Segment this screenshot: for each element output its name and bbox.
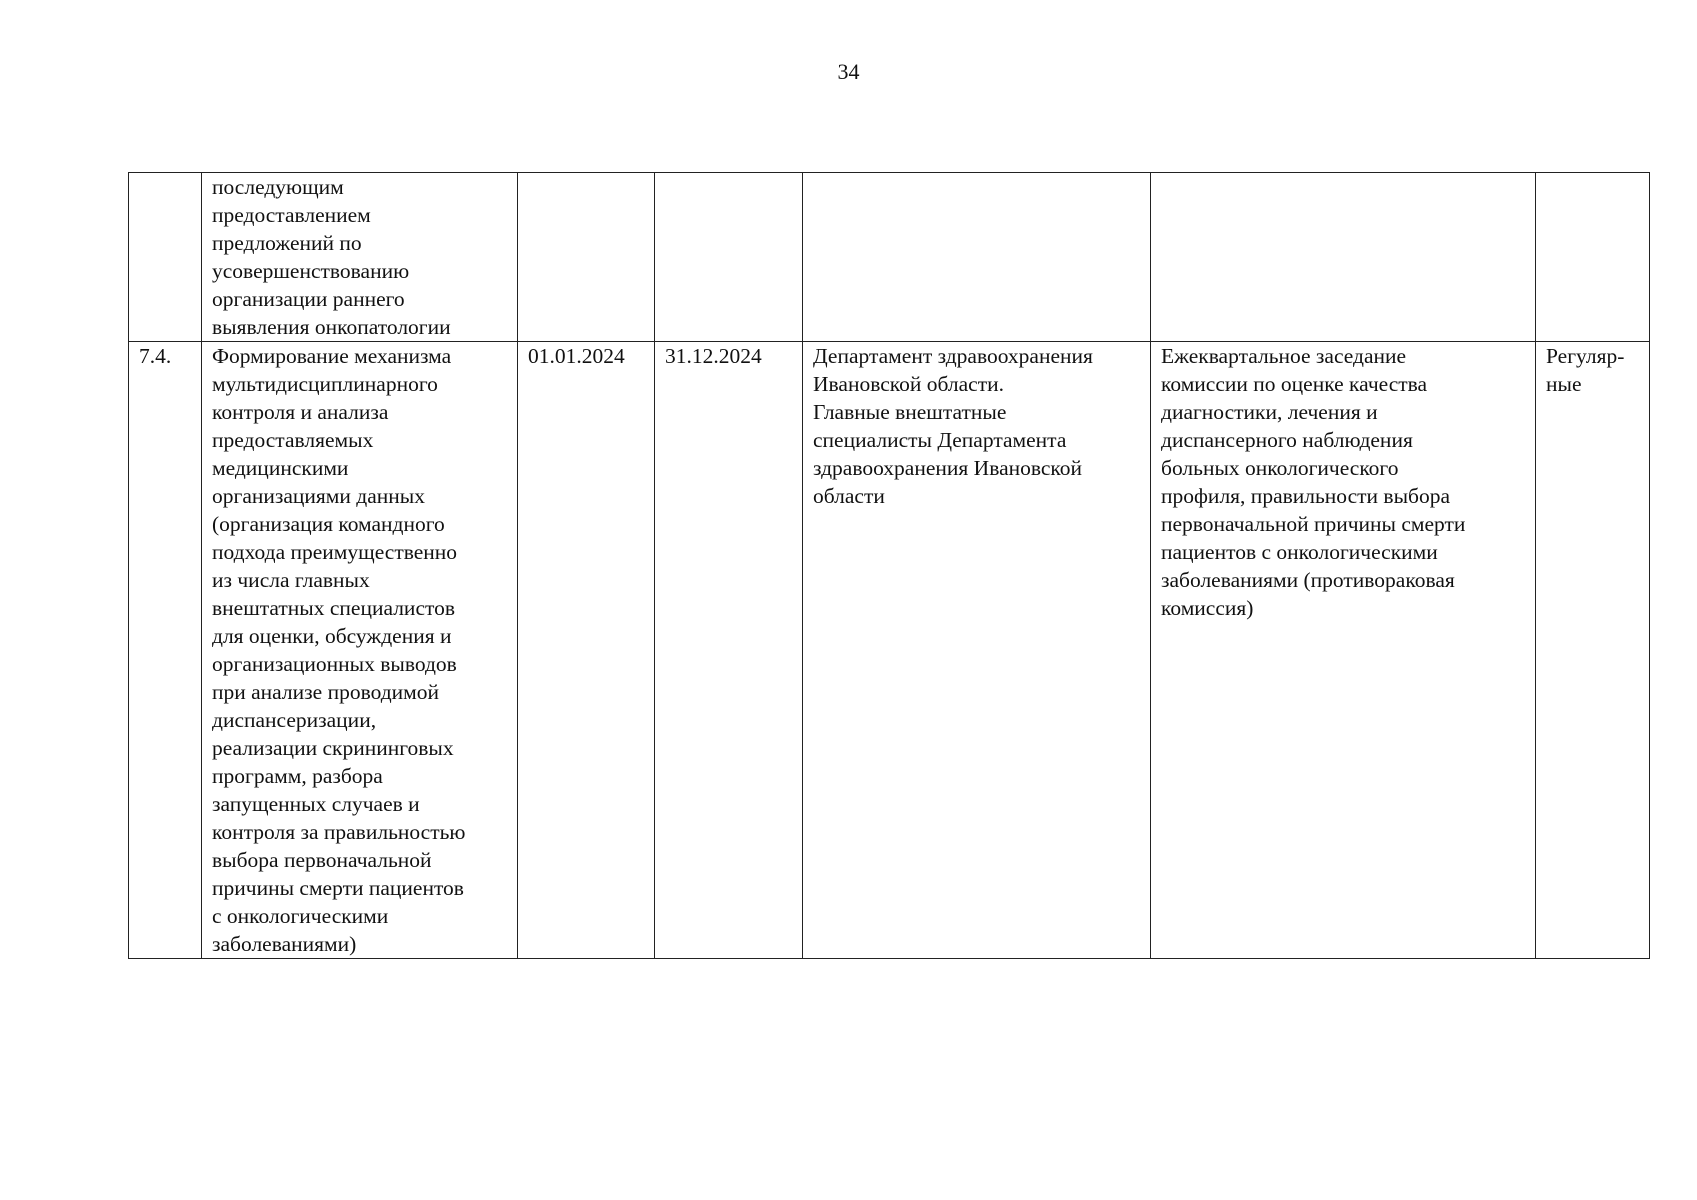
cell-result: Ежеквартальное заседание комиссии по оценке качества диагностики, лечения и диспансерного наблюдения больных онкологического профиля, правильности выбора первоначальной причины смерти пациентов с онкологическими заболеваниями (противораковая комиссия) xyxy=(1151,342,1536,959)
cell-responsible: Департамент здравоохранения Ивановской области. Главные внештатные специалисты Департамента здравоохранения Ивановской области xyxy=(803,342,1151,959)
cell-number: 7.4. xyxy=(129,342,202,959)
cell-end-date xyxy=(655,173,803,342)
cell-periodicity xyxy=(1536,173,1650,342)
table-row xyxy=(129,342,1650,959)
cell-start-date xyxy=(518,173,655,342)
cell-responsible xyxy=(803,173,1151,342)
cell-number xyxy=(129,173,202,342)
measures-table xyxy=(128,172,1650,959)
cell-start-date: 01.01.2024 xyxy=(518,342,655,959)
cell-activity: Формирование механизма мультидисциплинарного контроля и анализа предоставляемых медицинскими организациями данных (организация командного подхода преимущественно из числа главных внештатных специалистов для оценки, обсуждения и организационных выводов при анализе проводимой диспансеризации, реализации скрининговых программ, разбора запущенных случаев и контроля за правильностью выбора первоначальной причины смерти пациентов с онкологическими заболеваниями) xyxy=(202,342,518,959)
cell-result xyxy=(1151,173,1536,342)
cell-end-date: 31.12.2024 xyxy=(655,342,803,959)
table-row xyxy=(129,173,1650,342)
cell-activity: последующим предоставлением предложений по усовершенствованию организации раннего выявления онкопатологии xyxy=(202,173,518,342)
page-number: 34 xyxy=(837,59,860,84)
cell-periodicity: Регуляр- ные xyxy=(1536,342,1650,959)
